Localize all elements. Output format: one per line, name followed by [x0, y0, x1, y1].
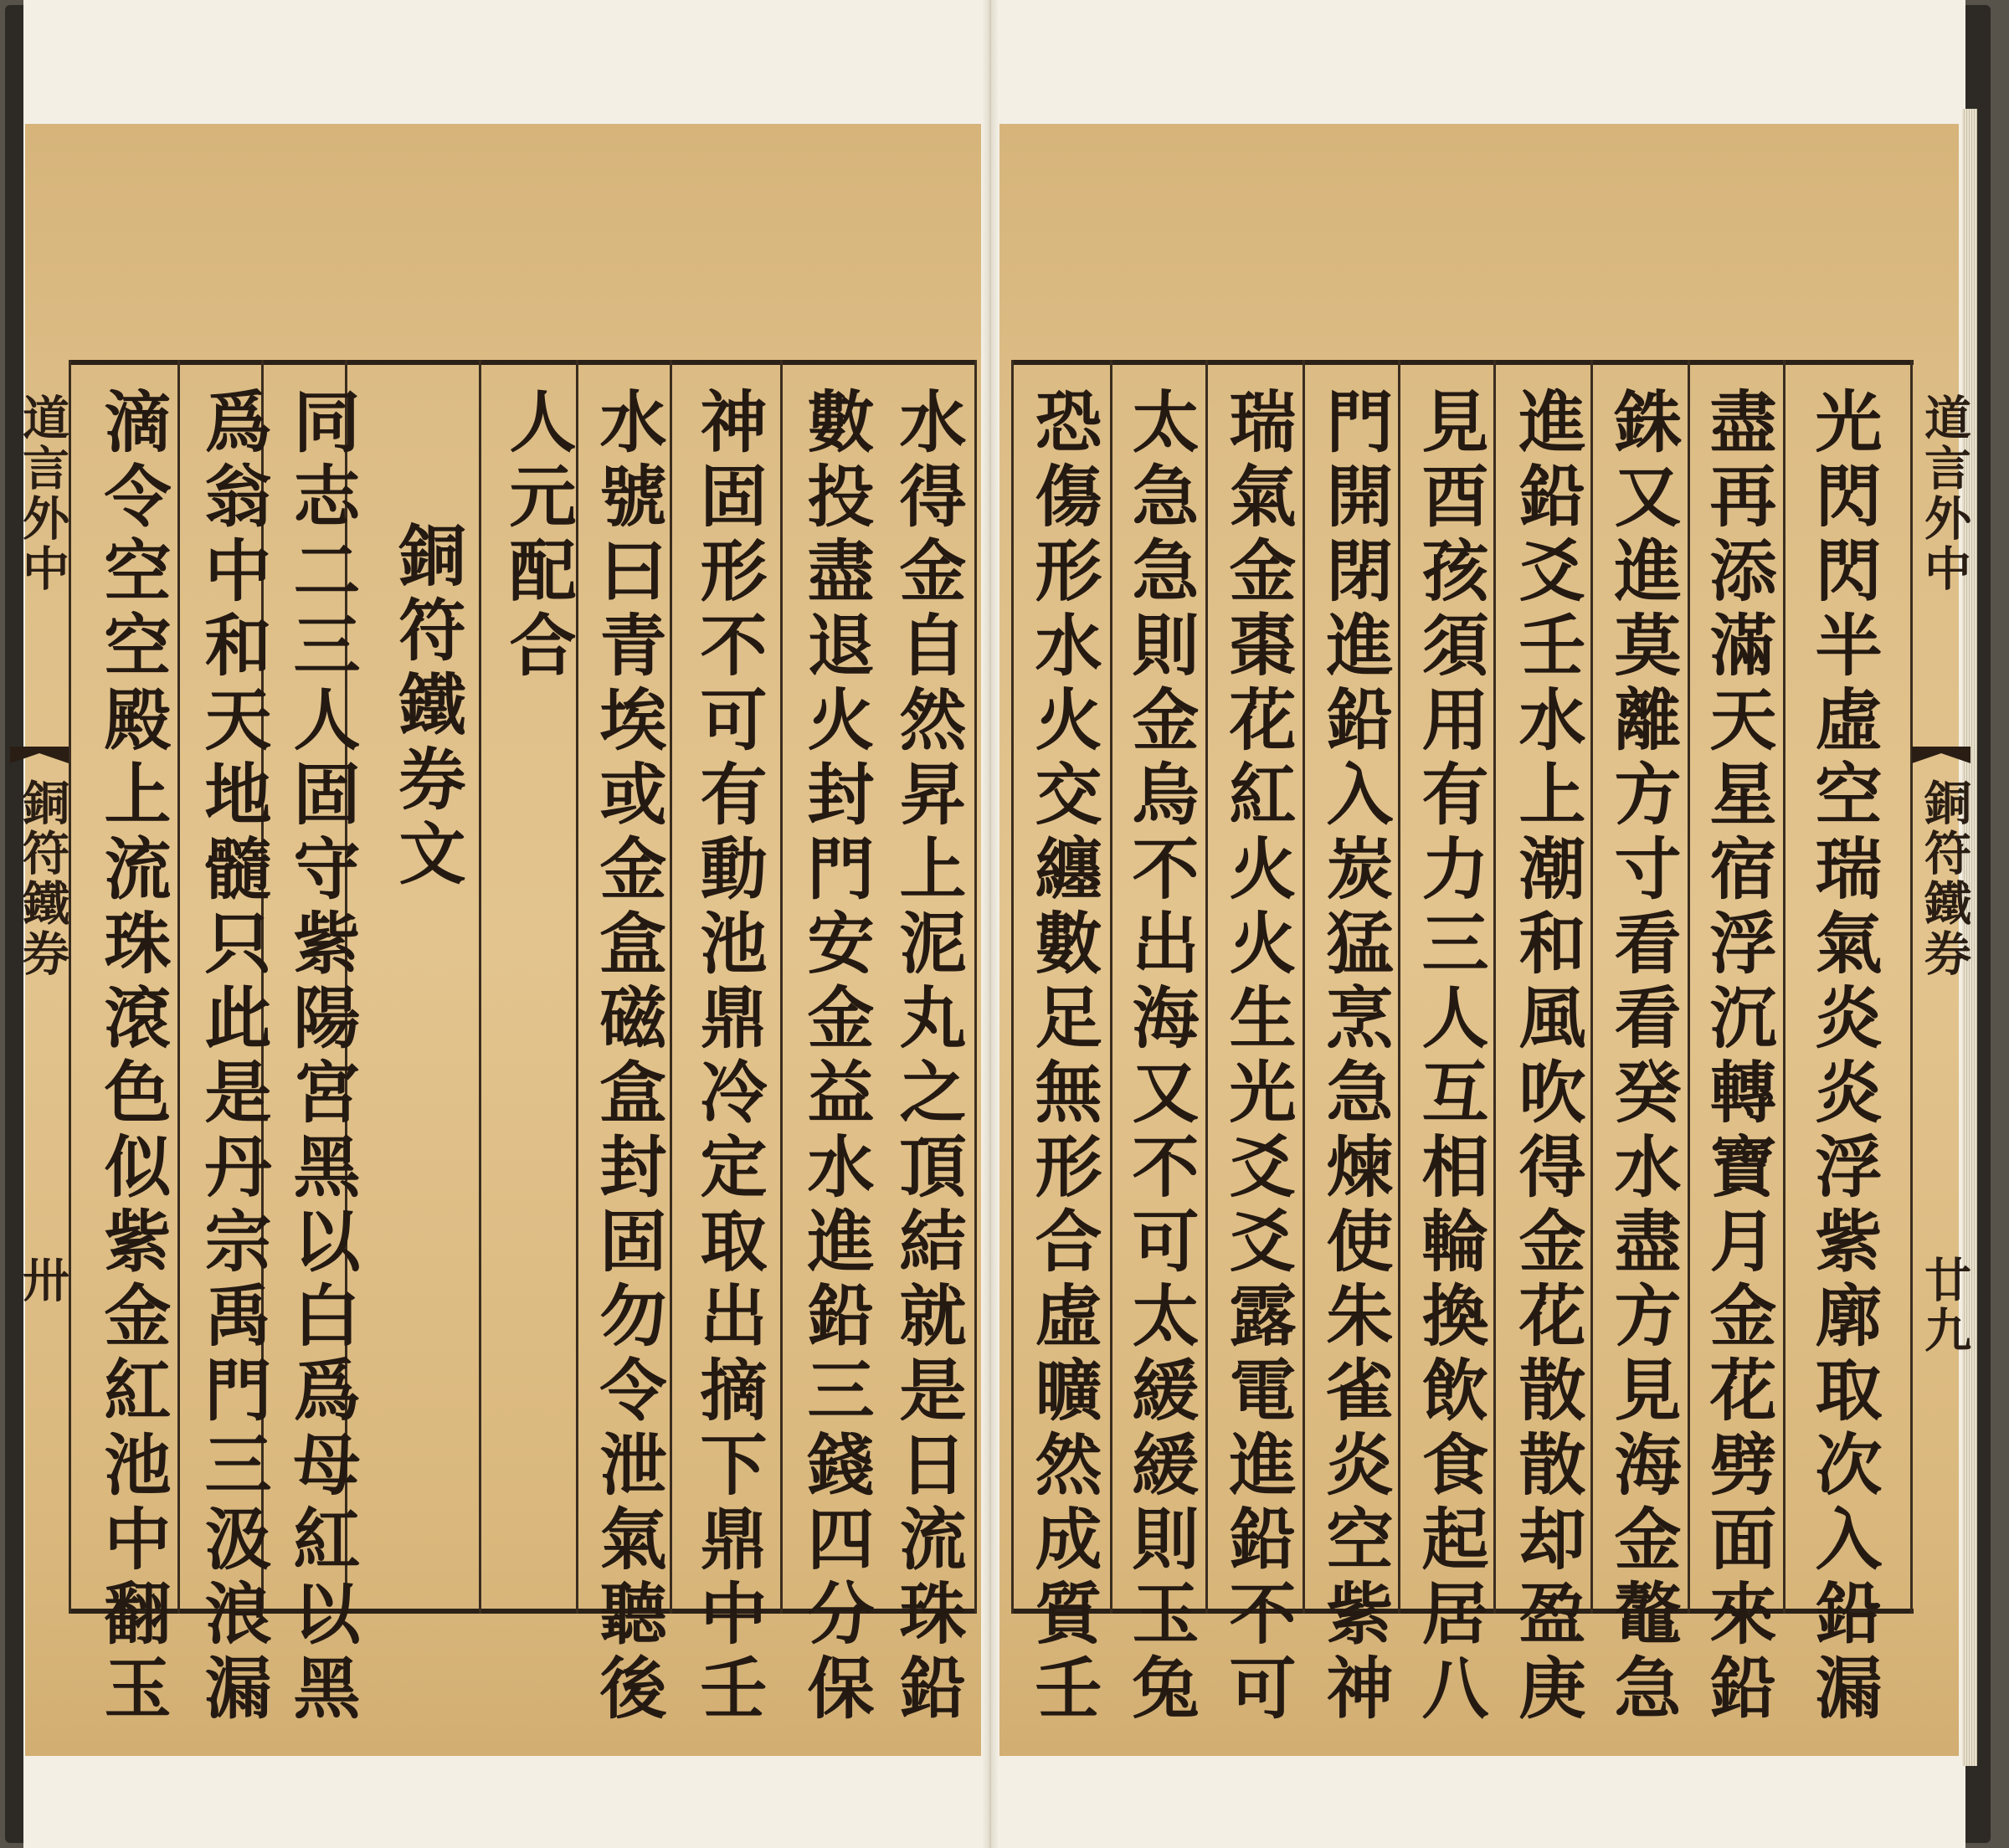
right-text-column-3: 銖又進莫離方寸看看癸水盡方見海金鼇急 — [1603, 387, 1682, 1727]
left-section-heading: 銅符鐵券文 — [388, 521, 466, 893]
right-text-column-7: 瑞氣金棗花紅火火生光爻爻露電進鉛不可 — [1218, 387, 1297, 1727]
left-frame-top — [69, 360, 974, 365]
left-rule — [177, 360, 180, 1614]
left-text-column-7: 同志二三人固守紫陽宮黑以白爲母紅以黑 — [282, 387, 361, 1727]
left-rule — [780, 360, 783, 1614]
right-rule — [1910, 360, 1913, 1614]
right-rule — [1398, 360, 1400, 1614]
right-margin-title: 道言外中 — [1917, 393, 1972, 594]
left-margin-section: 銅符鐵券 — [15, 778, 70, 979]
left-rule — [974, 360, 977, 1614]
left-margin-page-number: 卅 — [15, 1255, 70, 1306]
right-rule — [1303, 360, 1305, 1614]
right-text-column-5: 見酉孩須用有力三人互相輪換飲食起居八 — [1410, 387, 1489, 1727]
right-text-column-1: 光閃閃半虛空瑞氣炎炎浮紫廓取次入鉛漏 — [1804, 387, 1883, 1727]
book-gutter — [981, 0, 999, 1848]
left-text-column-1: 水得金自然昇上泥丸之頂結就是日流珠鉛 — [888, 387, 967, 1727]
left-text-column-9: 滴令空空殿上流珠滾色似紫金紅池中翻玉 — [93, 387, 172, 1727]
right-text-column-2: 盡再添滿天星宿浮沉轉寶月金花劈面來鉛 — [1698, 387, 1777, 1727]
left-rule — [670, 360, 672, 1614]
right-rule — [1783, 360, 1785, 1614]
right-rule — [1590, 360, 1593, 1614]
left-text-column-2: 數投盡退火封門安金益水進鉛三錢四分保 — [796, 387, 875, 1727]
left-text-column-8: 爲翁中和天地髓只此是丹宗禹門三汲浪漏 — [193, 387, 272, 1727]
right-rule — [1205, 360, 1208, 1614]
right-rule — [1110, 360, 1112, 1614]
left-text-column-4: 水號曰青埃或金盒磁盒封固勿令泄氣聽後 — [588, 387, 667, 1727]
right-rule — [1493, 360, 1496, 1614]
left-margin-title: 道言外中 — [15, 393, 70, 594]
right-text-column-9: 恐傷形水火交纏數足無形合虛曠然成質壬 — [1024, 387, 1102, 1727]
right-margin-section: 銅符鐵券 — [1917, 778, 1972, 979]
right-text-column-8: 太急急則金烏不出海又不可太緩緩則玉兔 — [1121, 387, 1200, 1727]
left-text-column-3: 神固形不可有動池鼎冷定取出摘下鼎中壬 — [689, 387, 768, 1727]
left-rule — [479, 360, 481, 1614]
left-text-column-5: 人元配合 — [498, 387, 577, 685]
right-text-column-4: 進鉛爻壬水上潮和風吹得金花散散却盈庚 — [1508, 387, 1586, 1727]
right-rule — [1011, 360, 1014, 1614]
right-frame-top — [1011, 360, 1914, 365]
right-text-column-6: 門開閉進鉛入炭猛烹急煉使朱雀炎空紫神 — [1315, 387, 1394, 1727]
right-rule — [1688, 360, 1690, 1614]
right-margin-page-number: 廿九 — [1917, 1255, 1972, 1356]
